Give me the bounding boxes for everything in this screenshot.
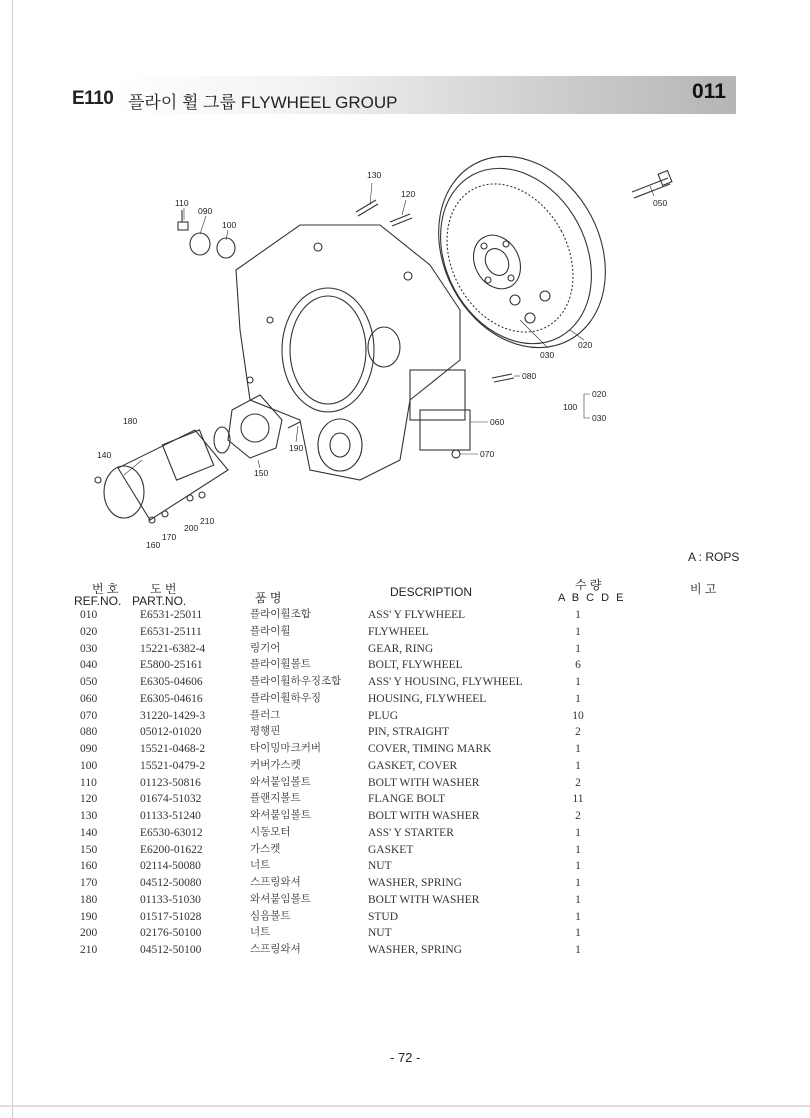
ref-no-cell: 190 <box>80 910 98 923</box>
description-cell: ASS' Y HOUSING, FLYWHEEL <box>368 676 523 688</box>
description-cell: FLYWHEEL <box>368 625 429 638</box>
callout-200: 200 <box>184 523 199 533</box>
table-row <box>74 842 590 859</box>
quantity-a-cell: 1 <box>575 893 581 906</box>
callout-050: 050 <box>653 198 668 208</box>
part-name-ko-cell: 타이밍마크커버 <box>250 743 322 754</box>
table-row <box>74 942 590 959</box>
quantity-a-cell: 1 <box>575 676 581 688</box>
table-row <box>74 741 590 758</box>
part-no-cell: E6305-04616 <box>140 692 203 705</box>
ref-no-cell: 030 <box>80 642 98 655</box>
description-cell: NUT <box>368 860 392 873</box>
part-no-header: PART.NO. <box>132 594 187 608</box>
ref-no-cell: 110 <box>80 776 97 789</box>
quantity-a-cell: 11 <box>572 793 584 806</box>
part-name-ko-cell: 플러그 <box>250 709 281 721</box>
description-cell: GASKET, COVER <box>368 759 458 772</box>
description-cell: GEAR, RING <box>368 642 434 655</box>
part-no-cell: 01133-51030 <box>140 893 201 906</box>
quantity-a-cell: 1 <box>575 843 581 856</box>
ref-no-cell: 150 <box>80 843 98 856</box>
callout-030: 030 <box>540 350 555 360</box>
table-row <box>74 825 590 842</box>
part-name-ko-cell: 너트 <box>250 927 271 939</box>
pins-drawing <box>288 374 514 458</box>
table-row <box>74 641 590 658</box>
ref-no-cell: 120 <box>80 793 98 806</box>
description-cell: ASS' Y STARTER <box>368 826 454 839</box>
table-row <box>74 775 590 792</box>
ref-no-cell: 050 <box>80 676 98 688</box>
ref-no-header: REF.NO. <box>74 594 122 608</box>
table-row <box>74 657 590 674</box>
ref-no-cell: 210 <box>80 944 98 956</box>
footer-page-number: - 72 - <box>390 1050 421 1065</box>
timing-cover-parts-drawing <box>178 210 235 258</box>
quantity-a-cell: 1 <box>575 743 581 755</box>
description-cell: COVER, TIMING MARK <box>368 743 492 755</box>
starter-motor-drawing <box>95 427 230 523</box>
callout-080: 080 <box>522 371 537 381</box>
table-row <box>74 791 590 808</box>
housing-bolts-drawing <box>356 200 412 226</box>
part-no-cell: 15521-0468-2 <box>140 743 206 755</box>
part-name-ko-cell: 와셔붙임볼트 <box>250 776 311 788</box>
callout-100: 100 <box>222 220 237 230</box>
ref-no-cell: 170 <box>80 877 98 889</box>
starter-gasket-drawing <box>228 395 282 458</box>
part-no-cell: E6305-04606 <box>140 676 203 688</box>
part-no-cell: 05012-01020 <box>140 726 202 739</box>
table-row <box>74 724 590 741</box>
ref-no-cell: 130 <box>80 810 98 822</box>
quantity-a-cell: 2 <box>575 810 581 822</box>
part-name-ko-cell: 플라이휠볼트 <box>250 659 311 671</box>
description-cell: WASHER, SPRING <box>368 944 462 956</box>
part-name-ko-cell: 플라이휠하우징 <box>250 692 322 704</box>
quantity-columns-header: A B C D E <box>558 592 624 604</box>
quantity-a-cell: 2 <box>575 726 581 739</box>
part-no-cell: E6530-63012 <box>140 826 203 839</box>
ref-no-cell: 180 <box>80 893 98 906</box>
description-cell: FLANGE BOLT <box>368 793 446 806</box>
page-bottom-line <box>0 1105 810 1107</box>
part-no-cell: 01517-51028 <box>140 910 202 923</box>
group-code: E110 <box>72 88 114 109</box>
callout-130: 130 <box>367 170 382 180</box>
part-no-cell: 15221-6382-4 <box>140 642 206 655</box>
callout-160: 160 <box>146 540 161 550</box>
table-row <box>74 708 590 725</box>
table-row <box>74 909 590 926</box>
part-name-header-ko: 품 명 <box>255 591 282 605</box>
part-no-cell: 04512-50080 <box>140 877 202 889</box>
description-cell: ASS' Y FLYWHEEL <box>368 609 466 621</box>
description-cell: PLUG <box>368 709 399 722</box>
part-no-cell: E5800-25161 <box>140 659 203 672</box>
description-cell: BOLT, FLYWHEEL <box>368 659 463 672</box>
part-no-cell: 04512-50100 <box>140 944 202 956</box>
ref-no-cell: 140 <box>80 826 98 839</box>
callout-070: 070 <box>480 449 495 459</box>
table-row <box>74 758 590 775</box>
table-row <box>74 925 590 942</box>
callout-100-b: 100 <box>563 402 578 412</box>
callout-020: 020 <box>578 340 593 350</box>
description-header: DESCRIPTION <box>390 585 473 599</box>
table-row <box>74 691 590 708</box>
part-name-ko-cell: 가스켓 <box>250 843 281 855</box>
part-no-cell: E6200-01622 <box>140 843 203 856</box>
description-cell: HOUSING, FLYWHEEL <box>368 692 487 705</box>
callout-060: 060 <box>490 417 505 427</box>
quantity-a-cell: 1 <box>575 625 581 638</box>
table-row <box>74 674 590 691</box>
description-cell: BOLT WITH WASHER <box>368 810 480 822</box>
callout-180: 180 <box>123 416 138 426</box>
description-cell: WASHER, SPRING <box>368 877 462 889</box>
callout-090: 090 <box>198 206 213 216</box>
quantity-a-cell: 1 <box>575 759 581 772</box>
part-name-ko-cell: 스프링와셔 <box>250 877 301 888</box>
quantity-a-cell: 1 <box>575 877 581 889</box>
part-name-ko-cell: 플라이휠조합 <box>250 609 311 620</box>
ref-no-cell: 020 <box>80 625 98 638</box>
callout-120: 120 <box>401 189 416 199</box>
part-name-ko-cell: 평행핀 <box>250 726 281 738</box>
description-cell: BOLT WITH WASHER <box>368 776 480 789</box>
part-no-cell: 01674-51032 <box>140 793 202 806</box>
callout-190: 190 <box>289 443 304 453</box>
ref-no-header-ko: 번 호 <box>92 582 119 596</box>
leader-lines <box>124 183 654 475</box>
description-cell: GASKET <box>368 843 414 856</box>
description-cell: STUD <box>368 910 399 923</box>
quantity-a-cell: 1 <box>575 609 581 621</box>
callout-210: 210 <box>200 516 215 526</box>
parts-list-table <box>74 607 590 959</box>
callout-150: 150 <box>254 468 269 478</box>
callout-020-b: 020 <box>592 389 607 399</box>
flywheel-bolt-drawing <box>632 171 672 198</box>
part-name-ko-cell: 와셔붙임볼트 <box>250 810 311 821</box>
ref-no-cell: 160 <box>80 860 98 873</box>
part-name-ko-cell: 플라이휠 <box>250 625 291 637</box>
quantity-a-cell: 10 <box>572 709 584 722</box>
part-name-ko-cell: 스프링와셔 <box>250 944 301 955</box>
table-row <box>74 624 590 641</box>
part-no-cell: E6531-25111 <box>140 625 202 638</box>
quantity-a-cell: 1 <box>575 642 581 655</box>
table-row <box>74 808 590 825</box>
quantity-a-cell: 1 <box>575 860 581 873</box>
part-name-ko-cell: 플라이휠하우징조합 <box>250 676 342 687</box>
quantity-a-cell: 1 <box>575 944 581 956</box>
callout-170: 170 <box>162 532 177 542</box>
group-title: 플라이 휠 그룹 FLYWHEEL GROUP <box>128 93 398 112</box>
table-row <box>74 858 590 875</box>
ref-no-cell: 010 <box>80 609 98 621</box>
table-row <box>74 875 590 892</box>
part-no-cell: E6531-25011 <box>140 609 203 621</box>
quantity-a-cell: 6 <box>575 659 581 672</box>
section-number: 011 <box>692 80 726 103</box>
table-row <box>74 892 590 909</box>
part-name-ko-cell: 플랜지볼트 <box>250 793 301 805</box>
quantity-a-cell: 1 <box>575 692 581 705</box>
part-name-ko-cell: 심음볼트 <box>250 910 291 922</box>
table-row <box>74 607 590 624</box>
ref-no-cell: 040 <box>80 659 98 672</box>
description-cell: PIN, STRAIGHT <box>368 726 450 739</box>
ref-no-cell: 090 <box>80 743 98 755</box>
flywheel-housing-drawing <box>236 225 470 480</box>
part-no-cell: 15521-0479-2 <box>140 759 206 772</box>
quantity-a-cell: 1 <box>575 927 581 940</box>
ref-no-cell: 070 <box>80 709 98 722</box>
part-name-ko-cell: 링기어 <box>250 642 281 654</box>
ref-no-cell: 060 <box>80 692 98 705</box>
callout-030-b: 030 <box>592 413 607 423</box>
flywheel-drawing <box>406 127 638 377</box>
ref-no-cell: 200 <box>80 927 98 940</box>
part-name-ko-cell: 너트 <box>250 860 271 872</box>
remarks-header-ko: 비 고 <box>690 582 717 596</box>
description-cell: BOLT WITH WASHER <box>368 893 480 906</box>
quantity-a-cell: 1 <box>575 826 581 839</box>
ref-no-cell: 100 <box>80 759 98 772</box>
part-no-header-ko: 도 번 <box>150 582 177 596</box>
part-no-cell: 02114-50080 <box>140 860 201 873</box>
callout-140: 140 <box>97 450 112 460</box>
part-no-cell: 31220-1429-3 <box>140 709 206 722</box>
quantity-a-cell: 1 <box>575 910 581 923</box>
rops-note: A : ROPS <box>688 550 740 564</box>
part-name-ko-cell: 시동모터 <box>250 826 291 838</box>
quantity-a-cell: 2 <box>575 776 581 789</box>
ref-no-cell: 080 <box>80 726 98 739</box>
part-no-cell: 02176-50100 <box>140 927 202 940</box>
part-name-ko-cell: 커버가스켓 <box>250 759 301 771</box>
part-name-ko-cell: 와셔붙임볼트 <box>250 893 311 905</box>
part-no-cell: 01133-51240 <box>140 810 201 822</box>
description-cell: NUT <box>368 927 392 940</box>
callout-110: 110 <box>175 198 189 208</box>
quantity-header-ko: 수 량 <box>575 578 602 592</box>
part-no-cell: 01123-50816 <box>140 776 201 789</box>
